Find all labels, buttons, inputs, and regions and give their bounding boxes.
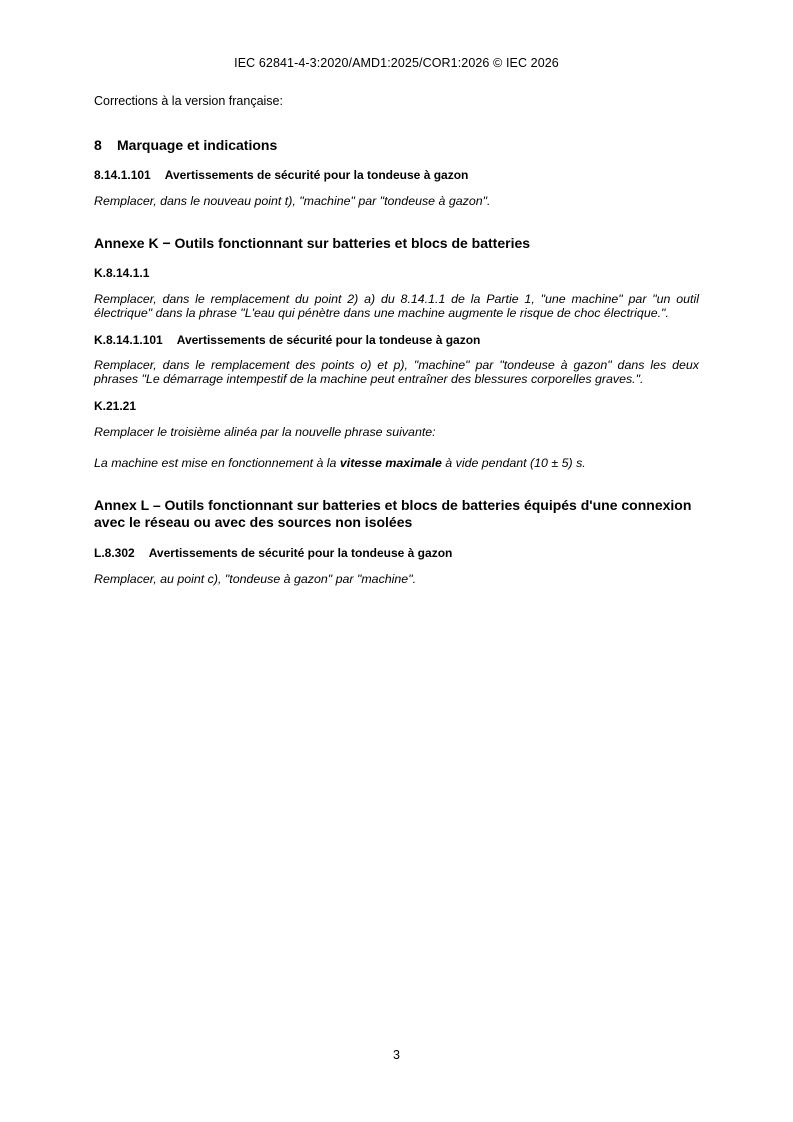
emphasis-text: vitesse maximale bbox=[339, 456, 442, 470]
page-number bbox=[0, 1048, 793, 1062]
clause-number: K.8.14.1.101 bbox=[94, 332, 163, 347]
clause-k-8-14-1-1-text: Remplacer, dans le remplacement du point 2) a) du 8.14.1.1 de la Partie 1, "une machine" par "un outil électrique" dans la phrase "L'eau qui pénètre dans une machine augmente le risque de choc électrique.". bbox=[94, 291, 699, 320]
page-header bbox=[0, 56, 793, 70]
document-body bbox=[94, 94, 699, 586]
annex-k-title: Annexe K − Outils fonctionnant sur batteries et blocs de batteries bbox=[94, 234, 531, 251]
intro-text: Corrections à la version française: bbox=[94, 94, 283, 108]
text-segment: La machine est mise en fonctionnement à la bbox=[94, 456, 340, 470]
clause-title: Avertissements de sécurité pour la tondeuse à gazon bbox=[176, 332, 481, 347]
section-8-title: Marquage et indications bbox=[117, 137, 278, 153]
annex-l-title: Annex L – Outils fonctionnant sur batteries et blocs de batteries équipés d'une connexion avec le réseau ou avec des sources non isolées bbox=[94, 496, 692, 530]
clause-k-8-14-1-101-heading bbox=[94, 333, 699, 348]
clause-l-8-302-heading bbox=[94, 546, 699, 561]
annex-k-heading bbox=[94, 235, 699, 252]
clause-k-21-21-text-2 bbox=[94, 456, 699, 471]
clause-number: L.8.302 bbox=[94, 545, 135, 560]
section-8-heading bbox=[94, 137, 699, 154]
clause-number: K.8.14.1.1 bbox=[94, 265, 150, 280]
annex-l-heading bbox=[94, 497, 699, 531]
clause-k-8-14-1-101-text: Remplacer, dans le remplacement des points o) et p), "machine" par "tondeuse à gazon" dans les deux phrases "Le démarrage intempestif de la machine peut entraîner des blessures corporelles graves.". bbox=[94, 357, 699, 386]
clause-8-14-1-101-text: Remplacer, dans le nouveau point t), "machine" par "tondeuse à gazon". bbox=[94, 194, 491, 208]
page-number-value: 3 bbox=[393, 1048, 400, 1062]
document-reference: IEC 62841-4-3:2020/AMD1:2025/COR1:2026 © IEC 2026 bbox=[234, 56, 559, 70]
clause-title: Avertissements de sécurité pour la tondeuse à gazon bbox=[164, 168, 469, 182]
clause-l-8-302-text: Remplacer, au point c), "tondeuse à gazon" par "machine". bbox=[94, 571, 417, 586]
clause-title: Avertissements de sécurité pour la tondeuse à gazon bbox=[148, 545, 453, 560]
clause-k-21-21-text-1: Remplacer le troisième alinéa par la nouvelle phrase suivante: bbox=[94, 424, 436, 439]
clause-8-14-1-101-heading bbox=[94, 168, 699, 183]
clause-number: 8.14.1.101 bbox=[94, 168, 151, 182]
text-segment: à vide pendant (10 ± 5) s. bbox=[441, 456, 586, 470]
section-8-number: 8 bbox=[94, 137, 102, 153]
clause-k-8-14-1-1-heading bbox=[94, 266, 699, 281]
clause-k-21-21-heading bbox=[94, 399, 699, 414]
clause-number: K.21.21 bbox=[94, 398, 137, 413]
